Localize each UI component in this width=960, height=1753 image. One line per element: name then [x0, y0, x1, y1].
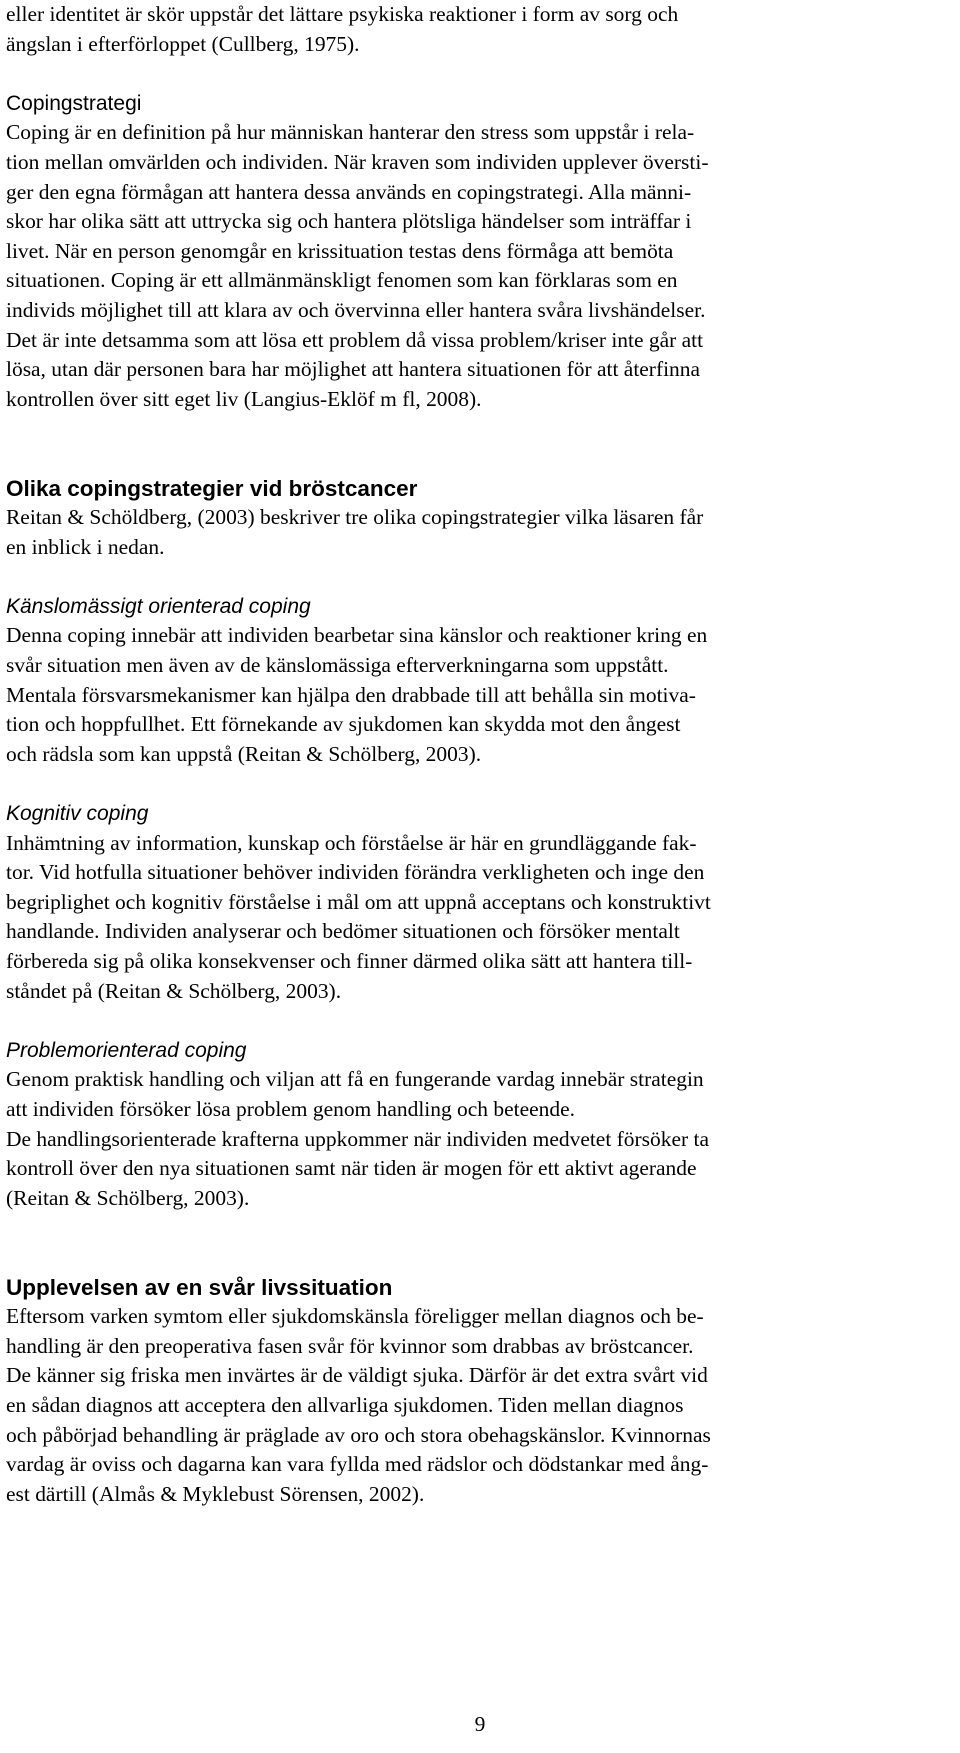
text-line: handling är den preoperativa fasen svår för kvinnor som drabbas av bröstcancer.	[6, 1333, 694, 1358]
spacer	[6, 1006, 956, 1036]
text-line: livet. När en person genomgår en krissituation testas dens förmåga att bemöta	[6, 238, 674, 263]
text-line: individs möjlighet till att klara av och övervinna eller hantera svåra livshändelser.	[6, 297, 706, 322]
text-line: ger den egna förmågan att hantera dessa används en copingstrategi. Alla männi-	[6, 179, 692, 204]
section-heading: Olika copingstrategier vid bröstcancer	[6, 475, 418, 501]
subsection-heading: Copingstrategi	[6, 91, 142, 115]
text-line: begriplighet och kognitiv förståelse i mål om att uppnå acceptans och konstruktivt	[6, 889, 711, 914]
text-line: Inhämtning av information, kunskap och förståelse är här en grundläggande fak-	[6, 830, 697, 855]
spacer	[6, 562, 956, 592]
text-line: handlande. Individen analyserar och bedömer situationen och försöker mentalt	[6, 919, 680, 944]
text-line: en inblick i nedan.	[6, 534, 165, 559]
text-line: De handlingsorienterade krafterna uppkommer när individen medvetet försöker ta	[6, 1126, 709, 1151]
text-line: ängslan i efterförloppet (Cullberg, 1975).	[6, 31, 360, 56]
text-line: och rädsla som kan uppstå (Reitan & Schölberg, 2003).	[6, 741, 482, 766]
paragraph	[6, 1302, 956, 1509]
subsection-heading: Kognitiv coping	[6, 802, 149, 826]
text-line: Reitan & Schöldberg, (2003) beskriver tre olika copingstrategier vilka läsaren får	[6, 505, 704, 530]
text-line: kontroll över den nya situationen samt när tiden är mogen för ett aktivt agerande	[6, 1156, 697, 1181]
spacer	[6, 414, 956, 473]
text-line: tor. Vid hotfulla situationer behöver individen förändra verkligheten och inge den	[6, 860, 705, 885]
text-line: att individen försöker lösa problem genom handling och beteende.	[6, 1096, 576, 1121]
text-line: en sådan diagnos att acceptera den allvarliga sjukdomen. Tiden mellan diagnos	[6, 1392, 684, 1417]
text-line: Eftersom varken symtom eller sjukdomskänsla föreligger mellan diagnos och be-	[6, 1304, 704, 1329]
paragraph	[6, 503, 956, 562]
text-line: Genom praktisk handling och viljan att få en fungerande vardag innebär strategin	[6, 1067, 704, 1092]
document-page	[6, 0, 956, 1509]
text-line: skor har olika sätt att uttrycka sig och hantera plötsliga händelser som inträffar i	[6, 209, 692, 234]
page-number: 9	[474, 1712, 486, 1736]
paragraph	[6, 829, 956, 1007]
text-line: och påbörjad behandling är präglade av oro och stora obehagskänslor. Kvinnornas	[6, 1422, 711, 1447]
spacer	[6, 1213, 956, 1272]
text-line: tion mellan omvärlden och individen. När kraven som individen upplever översti-	[6, 149, 709, 174]
paragraph	[6, 1065, 956, 1213]
spacer	[6, 769, 956, 799]
subsection-heading: Känslomässigt orienterad coping	[6, 594, 311, 618]
text-line: eller identitet är skör uppstår det lättare psykiska reaktioner i form av sorg och	[6, 2, 679, 26]
text-line: förbereda sig på olika konsekvenser och finner därmed olika sätt att hantera till-	[6, 949, 693, 973]
text-line: tion och hoppfullhet. Ett förnekande av sjukdomen kan skydda mot den ångest	[6, 712, 681, 737]
text-line: Denna coping innebär att individen bearbetar sina känslor och reaktioner kring en	[6, 623, 708, 648]
text-line: vardag är oviss och dagarna kan vara fyllda med rädslor och dödstankar med ång-	[6, 1452, 709, 1477]
paragraph	[6, 118, 956, 414]
text-line: Coping är en definition på hur människan hanterar den stress som uppstår i rela-	[6, 120, 695, 145]
text-line: kontrollen över sitt eget liv (Langius-Eklöf m fl, 2008).	[6, 386, 482, 411]
text-line: (Reitan & Schölberg, 2003).	[6, 1185, 250, 1210]
paragraph	[6, 621, 956, 769]
section-heading: Upplevelsen av en svår livssituation	[6, 1274, 393, 1300]
text-line: Mentala försvarsmekanismer kan hjälpa den drabbade till att behålla sin motiva-	[6, 682, 696, 707]
text-line: situationen. Coping är ett allmänmänskligt fenomen som kan förklaras som en	[6, 268, 678, 293]
text-line: est därtill (Almås & Myklebust Sörensen, 2002).	[6, 1481, 425, 1506]
spacer	[6, 59, 956, 89]
paragraph	[6, 0, 956, 59]
text-line: Det är inte detsamma som att lösa ett problem då vissa problem/kriser inte går att	[6, 327, 704, 352]
subsection-heading: Problemorienterad coping	[6, 1038, 247, 1062]
text-line: lösa, utan där personen bara har möjlighet att hantera situationen för att återfinna	[6, 357, 701, 382]
text-line: svår situation men även av de känslomässiga efterverkningarna som uppstått.	[6, 653, 669, 678]
text-line: De känner sig friska men invärtes är de väldigt sjuka. Därför är det extra svårt vid	[6, 1363, 708, 1388]
text-line: ståndet på (Reitan & Schölberg, 2003).	[6, 978, 342, 1003]
